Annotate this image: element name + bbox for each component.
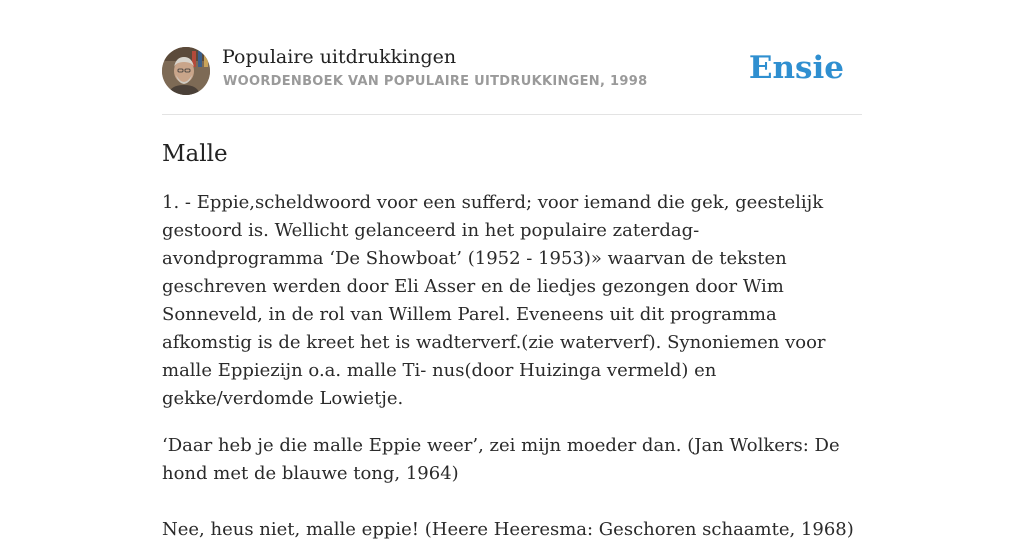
entry-quote: Nee, heus niet, malle eppie! (Heere Heeresma: Geschoren schaamte, 1968) [162, 519, 854, 540]
article-page [162, 0, 862, 544]
ensie-logo[interactable]: Ensie [748, 50, 844, 86]
author-avatar[interactable] [162, 47, 210, 95]
entry-quote: ‘Daar heb je die malle Eppie weer’, zei mijn moeder dan. (Jan Wolkers: De hond met de blauwe tong, 1964) [162, 435, 840, 484]
avatar-portrait-icon [162, 47, 210, 95]
article-header [162, 0, 862, 115]
source-title[interactable]: Populaire uitdrukkingen [222, 46, 457, 68]
entry-paragraph: 1. - Eppie,scheldwoord voor een sufferd; voor iemand die gek, geestelijk gestoord is. Wellicht gelanceerd in het populaire zaterdag- avondprogramma ‘De Showboat’ (1952 - 1953)» waarvan de teksten geschreven werden door Eli Asser en de liedjes gezongen door Wim Sonneveld, in de rol van Willem Parel. Eveneens uit dit programma afkomstig is de kreet het is wadterverf.(zie waterverf). Synoniemen voor malle Eppiezijn o.a. malle Ti- nus(door Huizinga vermeld) en gekke/verdomde Lowietje. [162, 192, 826, 409]
source-subtitle: WOORDENBOEK VAN POPULAIRE UITDRUKKINGEN, 1998 [223, 74, 648, 89]
entry-title: Malle [162, 141, 228, 167]
